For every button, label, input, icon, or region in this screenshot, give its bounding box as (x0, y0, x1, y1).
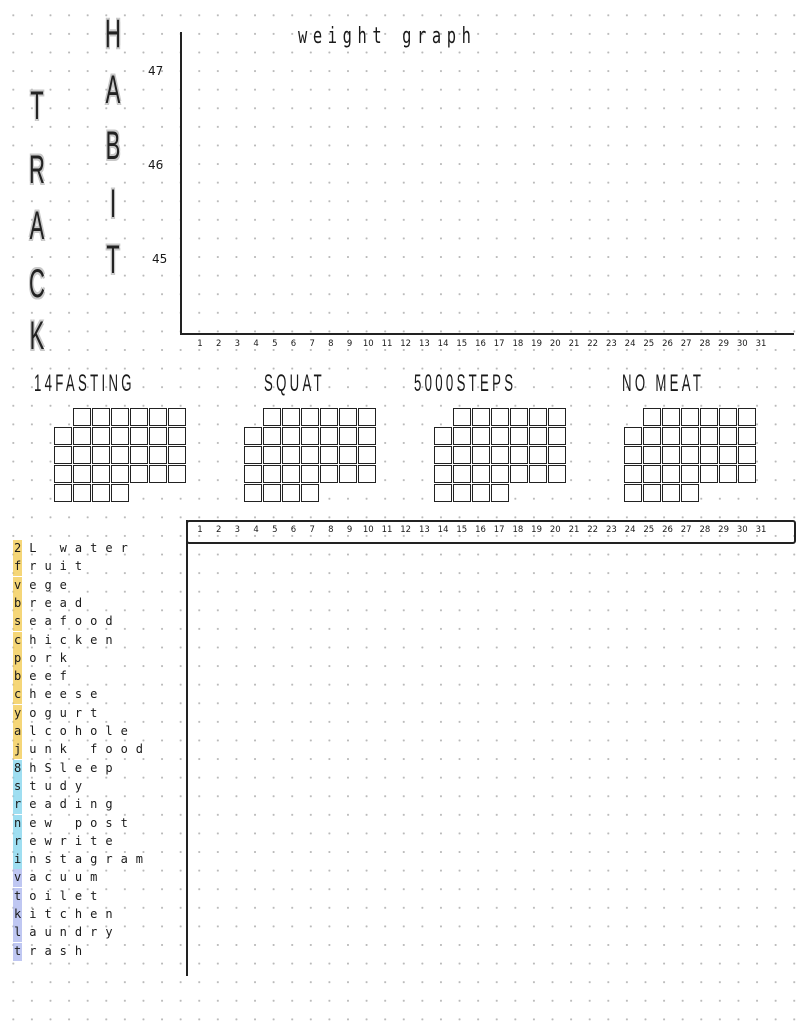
habit-list-item: cheese (14, 687, 106, 702)
habit-day-cell[interactable] (263, 427, 281, 445)
habit-letter: B (105, 124, 121, 168)
track-letter: R (29, 148, 45, 192)
tracker-day-14: 14 (437, 525, 449, 535)
habit-day-cell[interactable] (624, 465, 642, 483)
tracker-day-31: 31 (755, 525, 767, 535)
habit-list-item: alcohole (14, 724, 136, 738)
habit-day-cell[interactable] (662, 408, 680, 426)
habit-day-cell[interactable] (472, 465, 490, 483)
habit-day-cell[interactable] (548, 408, 566, 426)
habit-day-cell[interactable] (111, 484, 129, 502)
habit-day-cell[interactable] (738, 465, 756, 483)
graph-day-28: 28 (699, 339, 711, 349)
tracker-day-23: 23 (605, 525, 617, 535)
tracker-day-2: 2 (215, 525, 222, 535)
graph-day-8: 8 (328, 339, 334, 349)
habit-day-cell[interactable] (73, 484, 91, 502)
habit-list-item: beef (14, 669, 75, 684)
habit-day-cell[interactable] (548, 427, 566, 445)
habit-list-item: chicken (14, 632, 121, 647)
tracker-day-25: 25 (643, 525, 655, 535)
habit-day-cell[interactable] (320, 427, 338, 445)
habit-day-cell[interactable] (681, 484, 699, 502)
habit-day-cell[interactable] (548, 465, 566, 483)
habit-day-cell[interactable] (301, 427, 319, 445)
weight-graph-y-axis (180, 32, 182, 335)
habit-day-cell[interactable] (738, 446, 756, 464)
graph-day-31: 31 (755, 339, 767, 349)
tracker-day-20: 20 (549, 525, 561, 535)
habit-letter: A (105, 68, 121, 112)
habit-day-cell[interactable] (662, 446, 680, 464)
habit-day-cell[interactable] (92, 484, 110, 502)
habit-title: 5000STEPS (414, 370, 517, 397)
habit-day-cell[interactable] (719, 465, 737, 483)
habit-list-item: bread (14, 595, 91, 610)
habit-day-cell[interactable] (719, 408, 737, 426)
habit-day-cell[interactable] (301, 446, 319, 464)
graph-day-5: 5 (272, 339, 278, 349)
habit-list-item: yogurt (14, 705, 106, 720)
habit-day-cell[interactable] (719, 446, 737, 464)
habit-day-cell[interactable] (681, 465, 699, 483)
habit-day-cell[interactable] (130, 446, 148, 464)
habit-day-cell[interactable] (738, 408, 756, 426)
habit-day-cell[interactable] (491, 427, 509, 445)
habit-day-cell[interactable] (168, 465, 186, 483)
habit-day-cell[interactable] (244, 427, 262, 445)
habit-day-cell[interactable] (491, 446, 509, 464)
habit-day-cell[interactable] (263, 465, 281, 483)
graph-day-23: 23 (605, 339, 617, 349)
habit-day-cell[interactable] (130, 408, 148, 426)
graph-day-14: 14 (437, 339, 449, 349)
habit-day-cell[interactable] (472, 446, 490, 464)
graph-day-22: 22 (587, 339, 599, 349)
tracker-day-17: 17 (493, 525, 505, 535)
habit-day-cell[interactable] (662, 465, 680, 483)
habit-day-cell[interactable] (472, 484, 490, 502)
habit-day-cell[interactable] (301, 408, 319, 426)
tracker-day-11: 11 (381, 525, 393, 535)
tracker-day-24: 24 (624, 525, 636, 535)
tracker-left-line (186, 520, 188, 976)
habit-day-cell[interactable] (73, 408, 91, 426)
habit-day-cell[interactable] (111, 465, 129, 483)
graph-day-11: 11 (381, 339, 393, 349)
track-letter: K (29, 314, 45, 358)
graph-day-4: 4 (253, 339, 259, 349)
habit-day-cell[interactable] (529, 465, 547, 483)
habit-list-item: 2L water (14, 541, 136, 555)
habit-day-cell[interactable] (434, 427, 452, 445)
track-letter: C (29, 262, 45, 306)
graph-day-20: 20 (549, 339, 561, 349)
habit-day-cell[interactable] (301, 484, 319, 502)
habit-day-cell[interactable] (244, 484, 262, 502)
tracker-day-27: 27 (680, 525, 692, 535)
habit-day-cell[interactable] (643, 465, 661, 483)
habit-day-cell[interactable] (282, 484, 300, 502)
habit-day-cell[interactable] (320, 408, 338, 426)
habit-day-cell[interactable] (719, 427, 737, 445)
habit-day-cell[interactable] (282, 427, 300, 445)
habit-day-cell[interactable] (244, 446, 262, 464)
habit-day-cell[interactable] (510, 427, 528, 445)
habit-day-cell[interactable] (149, 408, 167, 426)
habit-day-cell[interactable] (624, 446, 642, 464)
graph-day-7: 7 (309, 339, 315, 349)
graph-day-29: 29 (718, 339, 729, 349)
graph-day-6: 6 (290, 339, 297, 349)
habit-day-cell[interactable] (681, 427, 699, 445)
habit-list-item: laundry (14, 925, 121, 940)
tracker-day-26: 26 (662, 525, 673, 535)
habit-list-item: fruit (14, 559, 91, 574)
habit-title: 14FASTING (34, 370, 135, 397)
habit-day-cell[interactable] (624, 427, 642, 445)
tracker-day-19: 19 (531, 525, 542, 535)
habit-list-item: seafood (14, 614, 121, 629)
habit-day-cell[interactable] (168, 408, 186, 426)
graph-day-9: 9 (346, 339, 353, 349)
y-tick-47: 47 (148, 64, 164, 78)
habit-list-item: pork (14, 650, 75, 665)
habit-day-cell[interactable] (529, 446, 547, 464)
habit-day-cell[interactable] (73, 427, 91, 445)
habit-day-cell[interactable] (434, 465, 452, 483)
y-tick-46: 46 (148, 158, 164, 172)
tracker-day-7: 7 (309, 525, 315, 535)
habit-day-cell[interactable] (73, 465, 91, 483)
tracker-day-18: 18 (512, 525, 524, 535)
habit-day-cell[interactable] (472, 427, 490, 445)
tracker-day-22: 22 (587, 525, 599, 535)
habit-day-cell[interactable] (282, 446, 300, 464)
habit-title: NO MEAT (622, 370, 705, 397)
graph-day-24: 24 (624, 339, 636, 349)
habit-day-cell[interactable] (472, 408, 490, 426)
habit-day-cell[interactable] (491, 408, 509, 426)
tracker-day-1: 1 (197, 525, 203, 535)
graph-day-27: 27 (680, 339, 692, 349)
habit-day-cell[interactable] (548, 446, 566, 464)
habit-day-cell[interactable] (453, 446, 471, 464)
habit-day-cell[interactable] (339, 408, 357, 426)
graph-day-10: 10 (362, 339, 374, 349)
tracker-day-13: 13 (418, 525, 430, 535)
graph-day-30: 30 (736, 339, 748, 349)
habit-day-cell[interactable] (491, 465, 509, 483)
habit-list-item: kitchen (14, 907, 121, 921)
graph-day-15: 15 (456, 339, 468, 349)
habit-day-cell[interactable] (681, 408, 699, 426)
habit-day-cell[interactable] (263, 484, 281, 502)
habit-day-cell[interactable] (73, 446, 91, 464)
habit-day-cell[interactable] (92, 427, 110, 445)
habit-day-cell[interactable] (700, 446, 718, 464)
habit-day-cell[interactable] (358, 427, 376, 445)
habit-day-cell[interactable] (54, 484, 72, 502)
habit-letter: H (105, 12, 121, 56)
habit-day-cell[interactable] (700, 427, 718, 445)
habit-day-cell[interactable] (320, 446, 338, 464)
habit-list-item: reading (14, 797, 121, 812)
weight-graph-title: weight graph (298, 24, 477, 49)
tracker-day-3: 3 (234, 525, 241, 535)
habit-day-cell[interactable] (453, 427, 471, 445)
habit-day-cell[interactable] (662, 427, 680, 445)
habit-day-cell[interactable] (529, 408, 547, 426)
habit-day-cell[interactable] (244, 465, 262, 483)
habit-list-item: trash (14, 943, 91, 958)
graph-day-1: 1 (197, 339, 203, 349)
habit-day-cell[interactable] (491, 484, 509, 502)
graph-day-17: 17 (493, 339, 505, 349)
habit-day-cell[interactable] (111, 446, 129, 464)
tracker-day-4: 4 (253, 525, 259, 535)
habit-day-cell[interactable] (643, 446, 661, 464)
habit-day-cell[interactable] (681, 446, 699, 464)
track-letter: T (30, 84, 44, 128)
habit-day-cell[interactable] (643, 427, 661, 445)
habit-day-cell[interactable] (358, 465, 376, 483)
habit-day-cell[interactable] (510, 446, 528, 464)
graph-day-18: 18 (512, 339, 524, 349)
graph-day-25: 25 (643, 339, 655, 349)
tracker-day-28: 28 (699, 525, 711, 535)
habit-day-cell[interactable] (111, 408, 129, 426)
habit-day-cell[interactable] (434, 446, 452, 464)
habit-day-cell[interactable] (301, 465, 319, 483)
habit-list-item: vege (14, 577, 75, 592)
habit-day-cell[interactable] (643, 484, 661, 502)
habit-day-cell[interactable] (168, 427, 186, 445)
tracker-day-6: 6 (290, 525, 297, 535)
graph-day-3: 3 (234, 339, 241, 349)
graph-day-2: 2 (215, 339, 222, 349)
habit-list-item: rewrite (14, 833, 121, 848)
tracker-day-30: 30 (736, 525, 748, 535)
habit-day-cell[interactable] (282, 408, 300, 426)
habit-day-cell[interactable] (92, 465, 110, 483)
tracker-day-16: 16 (475, 525, 486, 535)
track-letter: A (29, 204, 45, 248)
habit-list-item: vacuum (14, 870, 106, 885)
habit-list-item: toilet (14, 888, 106, 903)
habit-day-cell[interactable] (434, 484, 452, 502)
habit-day-cell[interactable] (111, 427, 129, 445)
habit-title: SQUAT (264, 370, 325, 397)
habit-day-cell[interactable] (263, 408, 281, 426)
habit-day-cell[interactable] (263, 446, 281, 464)
tracker-day-9: 9 (346, 525, 353, 535)
habit-day-cell[interactable] (130, 427, 148, 445)
habit-day-cell[interactable] (453, 484, 471, 502)
habit-day-cell[interactable] (320, 465, 338, 483)
habit-letter: T (106, 238, 120, 282)
habit-day-cell[interactable] (92, 408, 110, 426)
habit-day-cell[interactable] (282, 465, 300, 483)
habit-day-cell[interactable] (510, 408, 528, 426)
habit-day-cell[interactable] (358, 446, 376, 464)
graph-day-12: 12 (400, 339, 412, 349)
habit-day-cell[interactable] (130, 465, 148, 483)
tracker-day-21: 21 (568, 525, 580, 535)
habit-day-cell[interactable] (662, 484, 680, 502)
tracker-day-10: 10 (362, 525, 374, 535)
habit-letter: I (109, 182, 117, 226)
habit-day-cell[interactable] (624, 484, 642, 502)
weight-graph-x-axis (180, 333, 794, 335)
habit-day-cell[interactable] (453, 408, 471, 426)
habit-day-cell[interactable] (149, 427, 167, 445)
tracker-day-5: 5 (272, 525, 278, 535)
habit-list-item: instagram (14, 852, 152, 867)
habit-day-cell[interactable] (529, 427, 547, 445)
habit-day-cell[interactable] (54, 427, 72, 445)
habit-list-item: new post (14, 815, 136, 830)
habit-day-cell[interactable] (149, 465, 167, 483)
tracker-day-12: 12 (400, 525, 412, 535)
habit-day-cell[interactable] (54, 446, 72, 464)
graph-day-13: 13 (418, 339, 430, 349)
habit-day-cell[interactable] (149, 446, 167, 464)
habit-day-cell[interactable] (358, 408, 376, 426)
habit-day-cell[interactable] (339, 427, 357, 445)
habit-day-cell[interactable] (700, 465, 718, 483)
graph-day-19: 19 (531, 339, 542, 349)
habit-day-cell[interactable] (643, 408, 661, 426)
habit-day-cell[interactable] (453, 465, 471, 483)
habit-day-cell[interactable] (339, 446, 357, 464)
habit-day-cell[interactable] (700, 408, 718, 426)
habit-day-cell[interactable] (54, 465, 72, 483)
y-tick-45: 45 (152, 252, 168, 266)
habit-day-cell[interactable] (168, 446, 186, 464)
habit-list-item: study (14, 778, 91, 793)
habit-day-cell[interactable] (510, 465, 528, 483)
tracker-day-8: 8 (328, 525, 334, 535)
habit-day-cell[interactable] (92, 446, 110, 464)
tracker-day-29: 29 (718, 525, 729, 535)
habit-list-item: junk food (14, 742, 152, 757)
graph-day-26: 26 (662, 339, 673, 349)
habit-day-cell[interactable] (339, 465, 357, 483)
habit-day-cell[interactable] (738, 427, 756, 445)
graph-day-21: 21 (568, 339, 580, 349)
graph-day-16: 16 (475, 339, 486, 349)
tracker-day-15: 15 (456, 525, 468, 535)
habit-list-item: 8hSleep (14, 760, 121, 775)
